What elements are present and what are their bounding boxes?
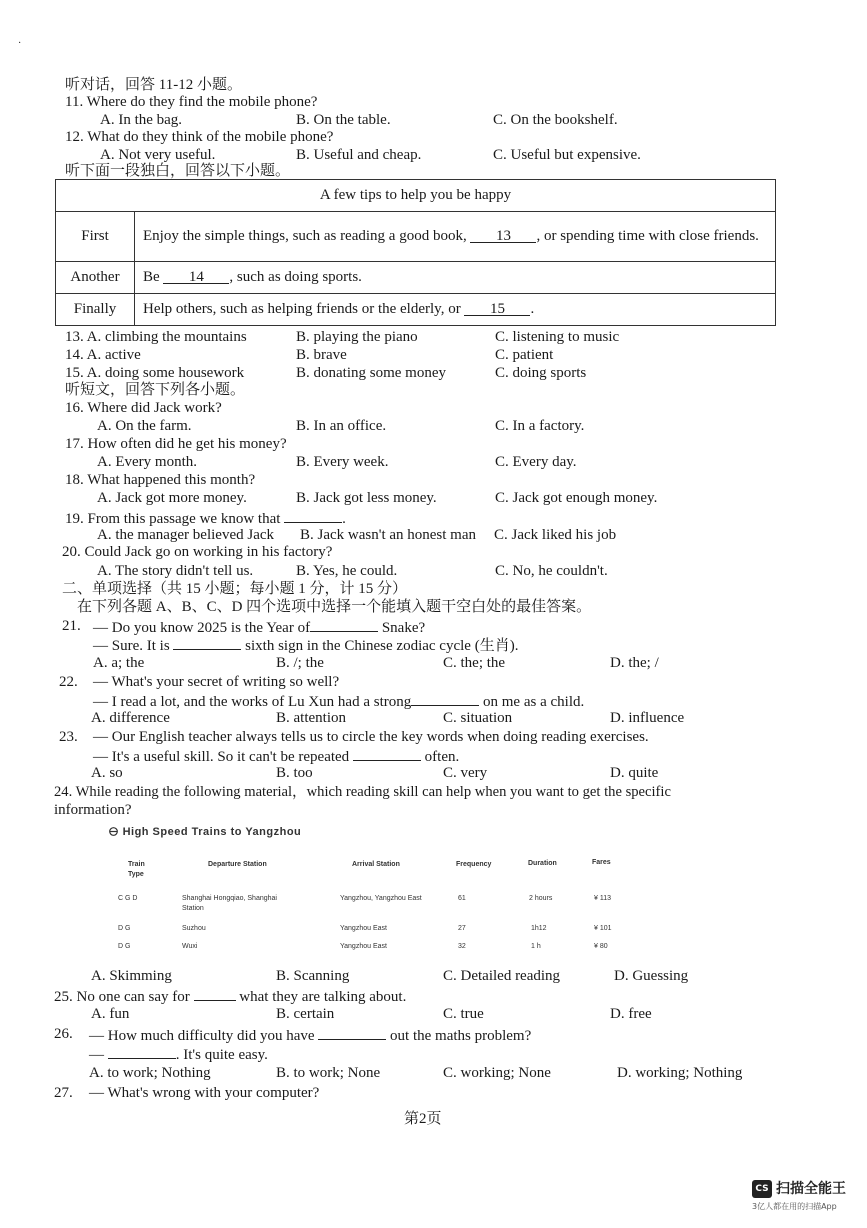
q26-line1-end: out the maths problem? (390, 1028, 532, 1044)
option-26b: B. to work; None (276, 1065, 381, 1081)
q23-line2 (93, 746, 459, 766)
option-23b: B. too (276, 765, 313, 781)
blank-22 (411, 691, 479, 706)
instruction-monologue: 听下面一段独白，回答以下小题。 (65, 163, 291, 179)
q26-number: 26. (54, 1026, 73, 1042)
q22-line2-text: — I read a lot, and the works of Lu Xun had a strong (93, 694, 412, 710)
option-15c: C. doing sports (495, 365, 587, 381)
option-14a: 14. A. active (65, 347, 141, 363)
train-row-2-fare: ¥ 101 (594, 925, 612, 932)
q21-line1 (93, 617, 425, 637)
option-19b: B. Jack wasn't an honest man (300, 527, 477, 543)
camscanner-logo-icon: CS (752, 1180, 772, 1198)
train-row-1-frequency: 61 (458, 895, 466, 902)
option-18c: C. Jack got enough money. (495, 490, 658, 506)
q27-number: 27. (54, 1085, 73, 1101)
q27-line1: — What's wrong with your computer? (89, 1085, 320, 1101)
option-22c: C. situation (443, 710, 513, 726)
option-20b: B. Yes, he could. (296, 563, 398, 579)
option-26d: D. working; Nothing (617, 1065, 743, 1081)
option-16b: B. In an office. (296, 418, 387, 434)
tips-row-first-label: First (56, 212, 135, 262)
option-17a: A. Every month. (97, 454, 197, 470)
tips-row-finally-label: Finally (56, 294, 135, 326)
train-row-2-departure: Suzhou (182, 925, 206, 932)
option-12b: B. Useful and cheap. (296, 147, 422, 163)
option-13a: 13. A. climbing the mountains (65, 329, 247, 345)
q21-line2-end: sixth sign in the Chinese zodiac cycle (生肖). (245, 638, 519, 654)
question-11: 11. Where do they find the mobile phone? (65, 94, 318, 110)
train-row-2-arrival: Yangzhou East (340, 925, 387, 932)
q23-number: 23. (59, 729, 78, 745)
tips-table (55, 179, 776, 326)
blank-21a (310, 617, 378, 632)
q23-line2-text: — It's a useful skill. So it can't be repeated (93, 749, 350, 765)
option-16a: A. On the farm. (97, 418, 192, 434)
blank-26a (318, 1025, 386, 1040)
blank-21b (173, 635, 241, 650)
q26-line2-dash: — (89, 1047, 104, 1063)
question-19-text: 19. From this passage we know that (65, 511, 281, 527)
tips-r1-post: , or spending time with close friends. (536, 228, 759, 244)
option-14c: C. patient (495, 347, 554, 363)
question-12: 12. What do they think of the mobile phone? (65, 129, 334, 145)
blank-14: 14 (163, 269, 229, 284)
tips-r1-pre: Enjoy the simple things, such as reading a good book, (143, 228, 467, 244)
tips-r3-pre: Help others, such as helping friends or the elderly, or (143, 301, 461, 317)
question-25 (54, 986, 406, 1006)
option-21a: A. a; the (93, 655, 145, 671)
option-15b: B. donating some money (296, 365, 446, 381)
option-16c: C. In a factory. (495, 418, 585, 434)
train-row-2-duration: 1h12 (531, 925, 547, 932)
q22-line2-end: on me as a child. (483, 694, 585, 710)
blank-19 (284, 508, 342, 523)
option-11a: A. In the bag. (100, 112, 183, 128)
option-18b: B. Jack got less money. (296, 490, 437, 506)
col-header-departure: Departure Station (208, 861, 267, 868)
train-timetable-title (108, 826, 301, 838)
q23-line1: — Our English teacher always tells us to circle the key words when doing reading exercises. (93, 729, 649, 745)
q26-line2 (89, 1044, 268, 1064)
col-header-frequency: Frequency (456, 861, 492, 868)
train-row-1-departure: Shanghai Hongqiao, Shanghai Station (182, 895, 277, 912)
option-21c: C. the; the (443, 655, 506, 671)
train-logo-icon (108, 827, 119, 836)
option-26c: C. working; None (443, 1065, 551, 1081)
option-17b: B. Every week. (296, 454, 389, 470)
train-row-3-arrival: Yangzhou East (340, 943, 387, 950)
option-24c: C. Detailed reading (443, 968, 561, 984)
q23-line2-end: often. (424, 749, 460, 765)
section-two-heading: 二、单项选择（共 15 小题；每小题 1 分，计 15 分） (62, 581, 408, 597)
train-row-2-type: D G (118, 925, 131, 932)
option-17c: C. Every day. (495, 454, 577, 470)
q26-line1 (89, 1025, 531, 1045)
q21-line1-text: — Do you know 2025 is the Year of (93, 620, 311, 636)
blank-15: 15 (464, 301, 530, 316)
option-20a: A. The story didn't tell us. (97, 563, 254, 579)
train-row-3-frequency: 32 (458, 943, 466, 950)
q21-line2-text: — Sure. It is (93, 638, 170, 654)
train-row-1-type: C G D (118, 895, 138, 902)
scanner-watermark (752, 1180, 852, 1220)
q24-line2: information? (54, 802, 132, 818)
col-header-fares: Fares (592, 859, 611, 866)
option-22b: B. attention (276, 710, 346, 726)
option-18a: A. Jack got more money. (97, 490, 247, 506)
col-header-arrival: Arrival Station (352, 861, 400, 868)
option-24b: B. Scanning (276, 968, 350, 984)
q21-line1-end: Snake? (381, 620, 426, 636)
blank-25 (194, 986, 236, 1001)
option-20c: C. No, he couldn't. (495, 563, 608, 579)
scanner-slogan: 3亿人都在用的扫描App (752, 1202, 837, 1211)
q25-text: 25. No one can say for (54, 989, 190, 1005)
train-row-1-arrival: Yangzhou, Yangzhou East (340, 895, 422, 902)
tips-row-finally-content (135, 294, 776, 326)
train-row-3-type: D G (118, 943, 131, 950)
option-12c: C. Useful but expensive. (493, 147, 641, 163)
train-row-2-frequency: 27 (458, 925, 466, 932)
option-21b: B. /; the (276, 655, 324, 671)
instruction-passage: 听短文，回答下列各小题。 (65, 382, 246, 398)
train-timetable-title-text: High Speed Trains to Yangzhou (122, 826, 302, 838)
option-26a: A. to work; Nothing (89, 1065, 211, 1081)
q26-line1-text: — How much difficulty did you have (89, 1028, 315, 1044)
question-19-end: . (342, 511, 346, 527)
question-18: 18. What happened this month? (65, 472, 256, 488)
option-24d: D. Guessing (614, 968, 689, 984)
option-23d: D. quite (610, 765, 659, 781)
page-number: 第2页 (404, 1111, 442, 1127)
option-15a: 15. A. doing some housework (65, 365, 245, 381)
option-25c: C. true (443, 1006, 484, 1022)
tips-r2-pre: Be (143, 269, 160, 285)
q26-line2-end: . It's quite easy. (175, 1047, 268, 1063)
q24-line1: 24. While reading the following material，which reading skill can help when you want to get the specific (54, 784, 671, 800)
option-13c: C. listening to music (495, 329, 620, 345)
option-25a: A. fun (91, 1006, 130, 1022)
option-14b: B. brave (296, 347, 347, 363)
question-19 (65, 508, 346, 528)
question-16: 16. Where did Jack work? (65, 400, 222, 416)
option-19c: C. Jack liked his job (494, 527, 617, 543)
option-22a: A. difference (91, 710, 170, 726)
tips-row-first-content (135, 212, 776, 262)
q21-number: 21. (62, 618, 81, 634)
question-17: 17. How often did he get his money? (65, 436, 287, 452)
option-22d: D. influence (610, 710, 685, 726)
q22-line2 (93, 691, 584, 711)
instruction-11-12: 听对话，回答 11-12 小题。 (65, 77, 242, 93)
train-row-3-duration: 1 h (531, 943, 541, 950)
tips-row-another-label: Another (56, 262, 135, 294)
option-21d: D. the; / (610, 655, 659, 671)
blank-13: 13 (470, 228, 536, 243)
q25-end: what they are talking about. (239, 989, 407, 1005)
option-23a: A. so (91, 765, 123, 781)
option-12a: A. Not very useful. (100, 147, 216, 163)
train-timetable-figure (108, 826, 668, 956)
blank-26b (108, 1044, 176, 1059)
tips-row-another-content (135, 262, 776, 294)
tips-r2-post: , such as doing sports. (229, 269, 362, 285)
col-header-duration: Duration (528, 860, 557, 867)
train-row-1-duration: 2 hours (529, 895, 553, 902)
tips-title: A few tips to help you be happy (56, 180, 776, 212)
option-13b: B. playing the piano (296, 329, 418, 345)
q22-number: 22. (59, 674, 78, 690)
train-row-3-departure: Wuxi (182, 943, 198, 950)
q22-line1: — What's your secret of writing so well? (93, 674, 340, 690)
scan-speck: · (18, 38, 22, 49)
option-11c: C. On the bookshelf. (493, 112, 618, 128)
col-header-train-type: Train Type (128, 861, 145, 878)
train-row-1-fare: ¥ 113 (594, 895, 611, 902)
option-11b: B. On the table. (296, 112, 391, 128)
scanner-brand-name: 扫描全能王 (776, 1181, 846, 1197)
option-19a: A. the manager believed Jack (97, 527, 275, 543)
blank-23 (353, 746, 421, 761)
section-two-instruction: 在下列各题 A、B、C、D 四个选项中选择一个能填入题干空白处的最佳答案。 (77, 599, 592, 615)
q21-line2 (93, 635, 518, 655)
question-20: 20. Could Jack go on working in his factory? (62, 544, 333, 560)
option-24a: A. Skimming (91, 968, 172, 984)
option-23c: C. very (443, 765, 488, 781)
train-row-3-fare: ¥ 80 (594, 943, 608, 950)
option-25b: B. certain (276, 1006, 335, 1022)
tips-r3-post: . (530, 301, 535, 317)
option-25d: D. free (610, 1006, 652, 1022)
